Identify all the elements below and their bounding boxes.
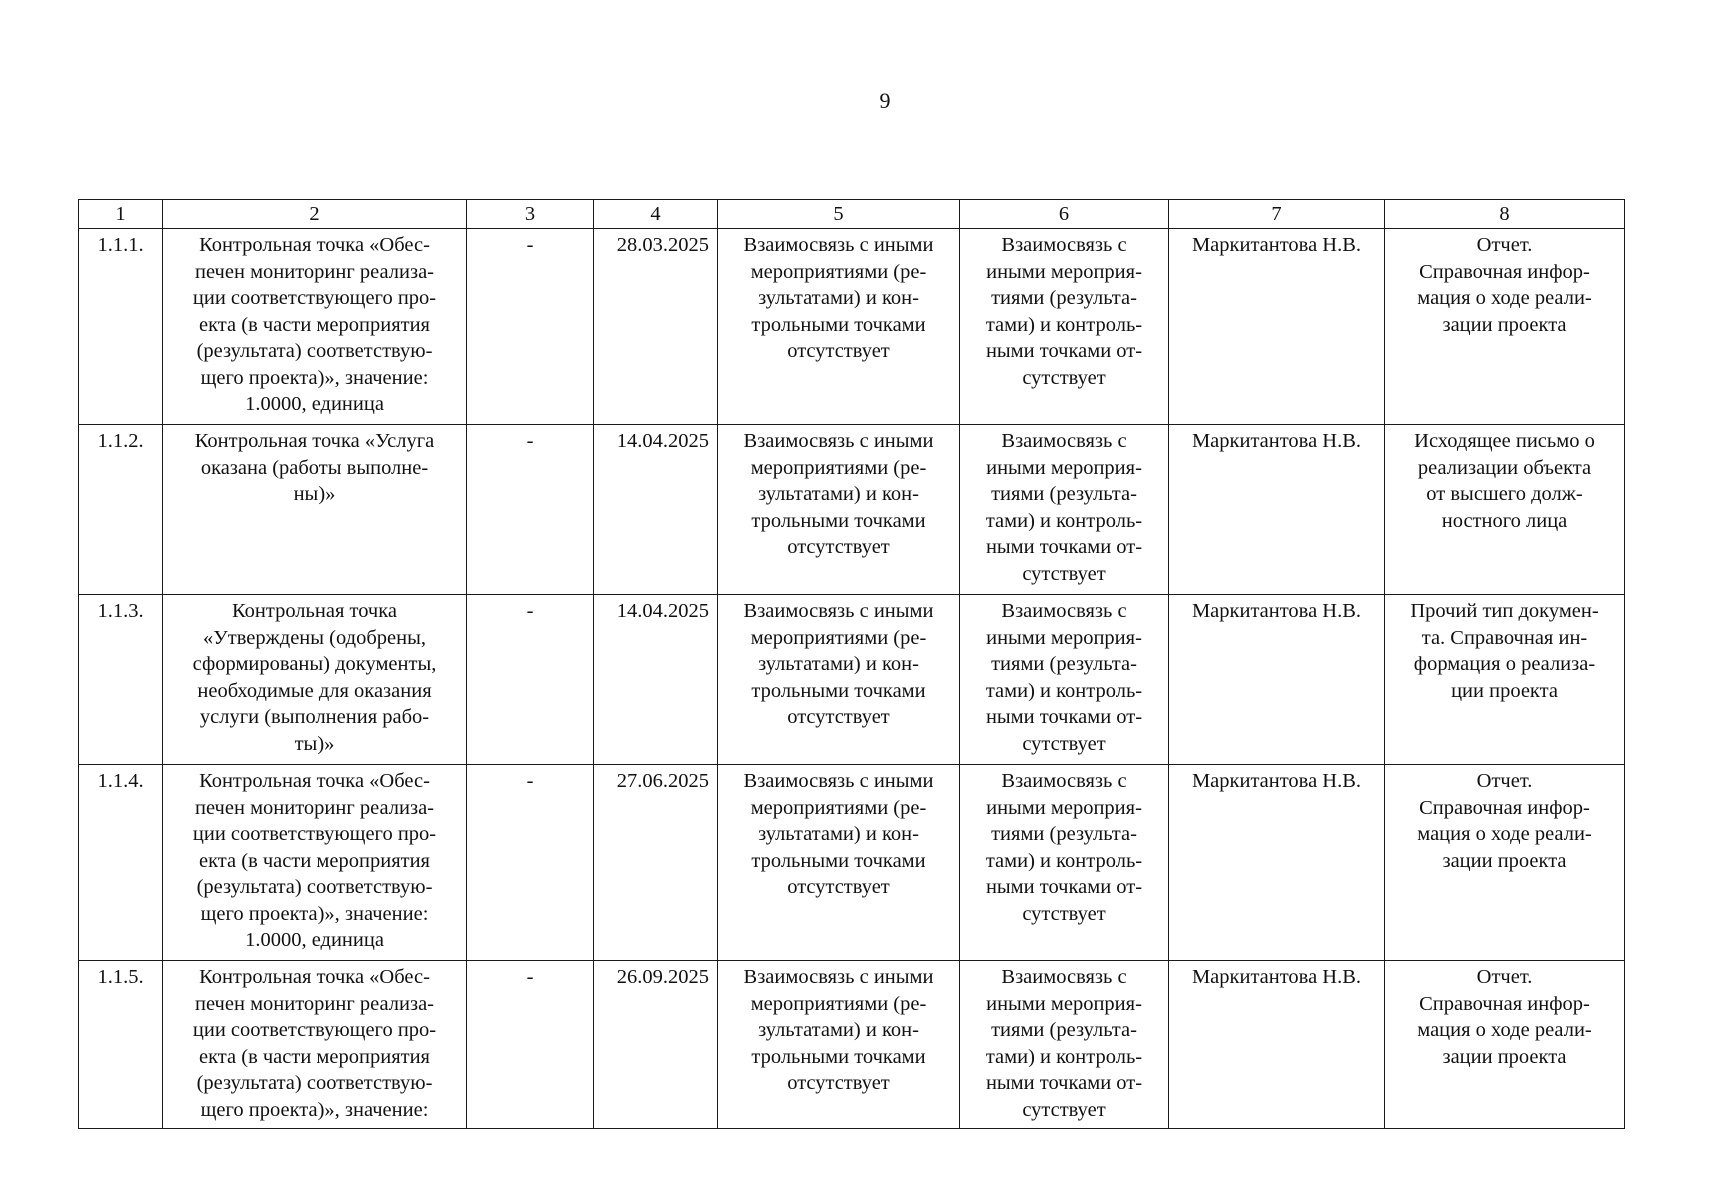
description-cell-line: печен мониторинг реализа-	[195, 796, 434, 819]
relation-events-cell-line: зультатами) и кон-	[758, 653, 919, 675]
relation-events-cell-line: зультатами) и кон-	[758, 287, 919, 309]
description-cell-line: необходимые для оказания	[197, 679, 432, 702]
relation-points-cell-line: ными точками от-	[985, 340, 1143, 362]
relation-events-cell-line: трольными точками	[751, 313, 926, 336]
description-cell-line: сформированы) документы,	[192, 653, 437, 675]
dash-cell: -	[467, 595, 594, 765]
description-cell-line: (результата) соответствую-	[196, 1072, 433, 1094]
column-header: 5	[718, 200, 960, 229]
column-header: 1	[79, 200, 163, 229]
relation-events-cell-line: трольными точками	[751, 679, 926, 702]
relation-points-cell-line: тами) и контроль-	[985, 679, 1143, 702]
description-cell-line: (результата) соответствую-	[196, 876, 433, 898]
description-cell-line: 1.0000, единица	[245, 393, 384, 415]
description-cell	[163, 229, 467, 425]
relation-points-cell-line: тиями (результа-	[991, 823, 1137, 845]
description-cell-line: (результата) соответствую-	[196, 340, 433, 362]
relation-events-cell-line: отсутствует	[787, 1072, 890, 1094]
dash-cell: -	[467, 229, 594, 425]
document-type-cell-line: мация о ходе реали-	[1417, 1019, 1592, 1041]
relation-points-cell	[960, 425, 1169, 595]
relation-points-cell-line: сутствует	[1022, 732, 1106, 755]
column-header: 7	[1169, 200, 1385, 229]
date-cell: 27.06.2025	[594, 765, 718, 961]
relation-points-cell-line: тиями (результа-	[991, 1019, 1137, 1041]
control-points-table	[78, 199, 1625, 1129]
description-cell	[163, 595, 467, 765]
description-cell-line: екта (в части мероприятия	[199, 849, 430, 872]
description-cell-line: екта (в части мероприятия	[199, 1045, 430, 1068]
date-cell: 14.04.2025	[594, 425, 718, 595]
page-number: 9	[879, 88, 891, 113]
description-cell-line: оказана (работы выполне-	[200, 456, 429, 479]
document-type-cell-line: ностного лица	[1441, 509, 1568, 532]
relation-events-cell-line: трольными точками	[751, 509, 926, 532]
description-cell-line: Контрольная точка «Обес-	[199, 966, 430, 988]
document-type-cell-line: Справочная инфор-	[1419, 992, 1590, 1015]
relation-events-cell	[718, 595, 960, 765]
relation-points-cell-line: ными точками от-	[985, 536, 1143, 558]
dash-cell: -	[467, 425, 594, 595]
relation-events-cell-line: отсутствует	[787, 876, 890, 898]
document-type-cell-line: реализации объекта	[1417, 456, 1592, 479]
document-type-cell-line: Отчет.	[1476, 770, 1533, 792]
relation-points-cell-line: сутствует	[1022, 1098, 1106, 1121]
document-type-cell	[1385, 425, 1625, 595]
description-cell-line: печен мониторинг реализа-	[195, 260, 434, 283]
relation-points-cell-line: Взаимосвязь с	[1001, 600, 1127, 622]
row-number-cell: 1.1.4.	[79, 765, 163, 961]
responsible-cell: Маркитантова Н.В.	[1169, 229, 1385, 425]
relation-events-cell-line: Взаимосвязь с иными	[743, 234, 934, 256]
relation-events-cell-line: отсутствует	[787, 340, 890, 362]
column-header: 6	[960, 200, 1169, 229]
document-type-cell-line: мация о ходе реали-	[1417, 287, 1592, 309]
relation-events-cell-line: мероприятиями (ре-	[750, 260, 927, 283]
table-row	[79, 425, 1625, 595]
relation-events-cell-line: Взаимосвязь с иными	[743, 770, 934, 792]
column-header: 4	[594, 200, 718, 229]
relation-points-cell	[960, 595, 1169, 765]
row-number-cell: 1.1.3.	[79, 595, 163, 765]
relation-points-cell-line: тами) и контроль-	[985, 849, 1143, 872]
relation-points-cell-line: ными точками от-	[985, 706, 1143, 728]
description-cell-line: Контрольная точка	[232, 600, 397, 622]
relation-points-cell-line: Взаимосвязь с	[1001, 234, 1127, 256]
relation-points-cell	[960, 229, 1169, 425]
responsible-cell: Маркитантова Н.В.	[1169, 765, 1385, 961]
header-row	[79, 200, 1625, 229]
description-cell-line: Контрольная точка «Услуга	[194, 430, 435, 452]
relation-points-cell-line: тиями (результа-	[991, 483, 1137, 505]
relation-events-cell-line: мероприятиями (ре-	[750, 626, 927, 649]
date-cell: 26.09.2025	[594, 961, 718, 1129]
document-type-cell-line: Справочная инфор-	[1419, 796, 1590, 819]
relation-events-cell-line: трольными точками	[751, 849, 926, 872]
description-cell-line: ции соответствующего про-	[192, 287, 437, 309]
relation-events-cell-line: мероприятиями (ре-	[750, 992, 927, 1015]
relation-points-cell-line: сутствует	[1022, 562, 1106, 585]
document-type-cell	[1385, 229, 1625, 425]
dash-cell: -	[467, 765, 594, 961]
date-cell: 28.03.2025	[594, 229, 718, 425]
table-row	[79, 595, 1625, 765]
relation-points-cell	[960, 765, 1169, 961]
relation-events-cell	[718, 961, 960, 1129]
responsible-cell: Маркитантова Н.В.	[1169, 425, 1385, 595]
relation-events-cell-line: Взаимосвязь с иными	[743, 430, 934, 452]
relation-events-cell	[718, 765, 960, 961]
relation-events-cell-line: зультатами) и кон-	[758, 483, 919, 505]
relation-points-cell-line: тиями (результа-	[991, 653, 1137, 675]
description-cell-line: ны)»	[293, 483, 336, 505]
document-type-cell-line: Прочий тип докумен-	[1410, 600, 1599, 622]
description-cell-line: услуги (выполнения рабо-	[199, 706, 430, 728]
table-row	[79, 765, 1625, 961]
relation-events-cell	[718, 229, 960, 425]
relation-points-cell-line: Взаимосвязь с	[1001, 966, 1127, 988]
relation-events-cell-line: отсутствует	[787, 706, 890, 728]
description-cell-line: Контрольная точка «Обес-	[199, 770, 430, 792]
responsible-cell: Маркитантова Н.В.	[1169, 961, 1385, 1129]
relation-points-cell-line: Взаимосвязь с	[1001, 430, 1127, 452]
relation-points-cell-line: ными точками от-	[985, 1072, 1143, 1094]
relation-points-cell-line: ными точками от-	[985, 876, 1143, 898]
row-number-cell: 1.1.1.	[79, 229, 163, 425]
document-type-cell-line: Исходящее письмо о	[1414, 430, 1595, 452]
description-cell-line: ции соответствующего про-	[192, 1019, 437, 1041]
relation-events-cell-line: зультатами) и кон-	[758, 1019, 919, 1041]
relation-points-cell	[960, 961, 1169, 1129]
description-cell-line: ции соответствующего про-	[192, 823, 437, 845]
description-cell	[163, 425, 467, 595]
date-cell: 14.04.2025	[594, 595, 718, 765]
column-header: 2	[163, 200, 467, 229]
relation-points-cell-line: тами) и контроль-	[985, 313, 1143, 336]
relation-points-cell-line: иными мероприя-	[986, 456, 1142, 479]
document-type-cell-line: Отчет.	[1476, 966, 1533, 988]
relation-points-cell-line: сутствует	[1022, 902, 1106, 925]
description-cell-line: щего проекта)», значение:	[200, 366, 429, 389]
responsible-cell: Маркитантова Н.В.	[1169, 595, 1385, 765]
relation-events-cell-line: трольными точками	[751, 1045, 926, 1068]
relation-points-cell-line: иными мероприя-	[986, 626, 1142, 649]
relation-events-cell-line: Взаимосвязь с иными	[743, 966, 934, 988]
document-type-cell-line: формация о реализа-	[1413, 653, 1596, 675]
document-type-cell-line: зации проекта	[1442, 1045, 1567, 1068]
description-cell	[163, 961, 467, 1129]
relation-points-cell-line: тами) и контроль-	[985, 509, 1143, 532]
row-number-cell: 1.1.5.	[79, 961, 163, 1129]
description-cell-line: 1.0000, единица	[245, 929, 384, 951]
document-type-cell	[1385, 595, 1625, 765]
relation-points-cell-line: иными мероприя-	[986, 260, 1142, 283]
relation-events-cell-line: мероприятиями (ре-	[750, 796, 927, 819]
description-cell-line: щего проекта)», значение:	[200, 1098, 429, 1121]
relation-events-cell	[718, 425, 960, 595]
description-cell	[163, 765, 467, 961]
document-type-cell	[1385, 961, 1625, 1129]
document-type-cell-line: от высшего долж-	[1426, 483, 1583, 505]
description-cell-line: екта (в части мероприятия	[199, 313, 430, 336]
column-header: 8	[1385, 200, 1625, 229]
description-cell-line: печен мониторинг реализа-	[195, 992, 434, 1015]
document-type-cell-line: зации проекта	[1442, 313, 1567, 336]
document-type-cell	[1385, 765, 1625, 961]
document-type-cell-line: та. Справочная ин-	[1421, 626, 1588, 649]
relation-points-cell-line: иными мероприя-	[986, 796, 1142, 819]
document-type-cell-line: Справочная инфор-	[1419, 260, 1590, 283]
relation-events-cell-line: отсутствует	[787, 536, 890, 558]
relation-points-cell-line: тиями (результа-	[991, 287, 1137, 309]
description-cell-line: Контрольная точка «Обес-	[199, 234, 430, 256]
table-row	[79, 229, 1625, 425]
relation-events-cell-line: зультатами) и кон-	[758, 823, 919, 845]
dash-cell: -	[467, 961, 594, 1129]
relation-points-cell-line: тами) и контроль-	[985, 1045, 1143, 1068]
relation-points-cell-line: Взаимосвязь с	[1001, 770, 1127, 792]
relation-points-cell-line: иными мероприя-	[986, 992, 1142, 1015]
relation-points-cell-line: сутствует	[1022, 366, 1106, 389]
document-type-cell-line: ции проекта	[1451, 679, 1558, 702]
description-cell-line: щего проекта)», значение:	[200, 902, 429, 925]
description-cell-line: «Утверждены (одобрены,	[202, 626, 426, 649]
document-type-cell-line: Отчет.	[1476, 234, 1533, 256]
description-cell-line: ты)»	[294, 732, 335, 755]
table-row	[79, 961, 1625, 1129]
relation-events-cell-line: мероприятиями (ре-	[750, 456, 927, 479]
document-type-cell-line: мация о ходе реали-	[1417, 823, 1592, 845]
column-header: 3	[467, 200, 594, 229]
document-type-cell-line: зации проекта	[1442, 849, 1567, 872]
relation-events-cell-line: Взаимосвязь с иными	[743, 600, 934, 622]
row-number-cell: 1.1.2.	[79, 425, 163, 595]
